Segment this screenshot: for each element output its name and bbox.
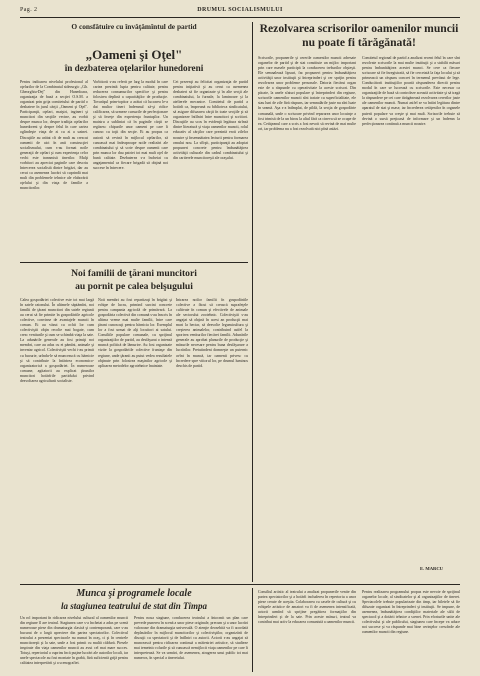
article-column: Scrisorile, propunerile şi cererile oamenilor muncii adresate organelor de partid şi de stat constituie un mijloc important prin care masele participă la conducerea treburilor obşteşti. Ele semnalează lipsuri, fac propuneri pentru îmbunătăţirea activităţii unor instituţii şi întreprinderi şi cer sprijin pentru rezolvarea unor probleme personale. Datoria fiecărui organ este de a răspunde cu operativitate la aceste scrisori. Din păcate, la unele sfaturi populare şi întreprinderi din regiune, scrisorile oamenilor muncii sînt tratate cu superficialitate, ele stau luni de zile fără răspuns, iar semnalările juste nu sînt luate în seamă. Aşa s-a întîmplat, de pildă, la secţia de gospodărie comunală, unde o scrisoare privind repararea unor locuinţe a fost trimisă de la un birou la altul fără ca cineva să se ocupe de ea. Cetăţeanul care a scris a fost nevoit să revină de mai multe ori, iar problema nu a fost rezolvată nici pînă astăzi. xyxy=(258,56,356,131)
article-subtitle: au pornit pe calea belşugului xyxy=(75,281,193,292)
article-kicker: O consfătuire cu învăţămîntul de partid xyxy=(71,22,197,31)
page-number: Pag. 2 xyxy=(20,7,38,13)
section-rule xyxy=(20,584,460,585)
article-column: Noii membri au fost repartizaţi în brigăzi şi echipe de lucru, primind sarcini concrete pentru campania agricolă de primăvară. La gospodăria colectivă din comună s-au înscris în ultima vreme mai multe familii, între care ţărani cunoscuţi pentru hărnicia lor. Exemplul lor a fost urmat de alţi locuitori ai satului. Consiliile populare comunale, cu sprijinul organizaţiilor de partid, au desfăşurat o intensă muncă politică de lămurire. Au fost organizate vizite la gospodăriile colective fruntaşe din regiune, unde ţăranii au putut vedea rezultatele obţinute prin folosirea maşinilor agricole şi aplicarea metodelor agrotehnice înaintate. xyxy=(98,298,172,368)
article-column: Pentru indicarea nivelului profesional al oţelarilor de la Combinatul siderurgic „Gh. Gheorghiu-Dej" din Hunedoara, organizaţia de bază a secţiei O.S.M. a organizat prin grija comitetului de partid o dezbatere în jurul cărţii „Oameni şi Oţel". Participanţii, oţelari, maiştri, ingineri şi muncitori din secţiile vecine, au vorbit despre munca lor, despre tradiţia oţelarilor hunedoreni şi despre felul în care cartea oglindeşte viaţa de zi cu zi a uzinei. Discuţiile au arătat cît de mult au crescut oamenii de aici în anii construcţiei socialismului, cum s-au format noile generaţii de oţelari şi cum experienţa celor vechi este transmisă tinerilor. Mulţi vorbitori au apreciat paginile care descriu întrecerea socialistă dintre brigăzi, dar au cerut ca asemenea lucrări să cuprindă mai mult din problemele tehnice ale elaborării oţelului şi din viaţa de familie a muncitorilor. xyxy=(20,80,88,190)
column-divider xyxy=(252,588,253,672)
article-column: Cei prezenţi au felicitat organizaţia de partid pentru iniţiativă şi au cerut ca asemenea dezbateri să fie organizate şi în alte secţii ale combinatului, la furnale, la laminoare şi la atelierele mecanice. Comitetul de partid a hotărît ca, împreună cu biblioteca sindicatului, să asigure difuzarea cărţii în toate secţiile şi să organizeze întîlniri între muncitori şi scriitori. Discuţiile au scos în evidenţă legătura strînsă dintre literatură şi viaţa oamenilor muncii, rolul educativ al cărţilor care prezintă eroii zilelor noastre şi însemnătatea lecturii pentru formarea omului nou. La sfîrşit, participanţii au adoptat propuneri concrete pentru îmbunătăţirea activităţii culturale din cadrul combinatului şi din cartierele muncitoreşti ale oraşului. xyxy=(173,80,248,160)
article-column: Consiliul artistic al teatrului a analizat propunerile venite din partea spectatorilor şi a hotărît includerea în repertoriu a unor piese cerute de aceştia. Colaborarea cu casele de cultură şi cu echipele artistice de amatori va fi de asemenea intensificată, actorii urmînd să sprijine pregătirea formaţiilor din întreprinderi şi de la sate. Prin aceste măsuri, teatrul va contribui mai activ la educarea comunistă a oamenilor muncii. xyxy=(258,590,356,625)
article-subtitle: nu poate fi tărăgănată! xyxy=(302,36,416,49)
article-title: Rezolvarea scrisorilor oamenilor muncii xyxy=(259,22,459,35)
article-subtitle: în dezbaterea oţelarilor hunedoreni xyxy=(64,63,204,73)
article-column: Intrarea noilor familii în gospodăriile colective a făcut să crească suprafeţele cultivate în comun şi efectivele de animale ale sectorului zootehnic. Colectiviştii s-au angajat să obţină în acest an producţii mai mari la hectar, să dezvolte legumicultura şi creşterea animalelor, contribuind astfel la sporirea veniturilor fiecărei familii. Adunările generale au aprobat planurile de producţie şi măsurile necesare pentru buna desfăşurare a lucrărilor. Pretutindeni domneşte un puternic avînt în muncă, iar oamenii privesc cu încredere spre viitorul lor, pe drumul luminos deschis de partid. xyxy=(176,298,248,368)
article-column: Pentru noua stagiune, conducerea teatrului a întocmit un plan care prevede punerea în scenă a unor piese originale, precum şi a unor lucrări valoroase din dramaturgia universală. O atenţie deosebită va fi acordată deplasărilor în mijlocul muncitorilor şi colectiviştilor, organizării de discuţii cu spectatorii şi de întîlniri cu autorii. Actorii s-au angajat să muncească pentru ridicarea continuă a măiestriei artistice, să studieze mai temeinic rolurile şi să cunoască nemijlocit viaţa oamenilor pe care îi interpretează. Se va urmări, de asemenea, atragerea unui public tot mai numeros, în special a tineretului. xyxy=(134,616,248,661)
article-subtitle: la stagiunea teatrului de stat din Tîmpa xyxy=(60,601,208,611)
article-column: Pentru realizarea programului propus este nevoie de sprijinul organelor locale, al sindicatelor şi al organizaţiilor de tineret. Spectacolele trebuie popularizate din timp, iar biletele să fie difuzate organizat în întreprinderi şi instituţii. Se impune, de asemenea, îmbunătăţirea condiţiilor materiale ale sălii de spectacol şi a dotării tehnice a scenei. Prin eforturile unite ale colectivului şi ale publicului, stagiunea care începe va aduce noi succese şi va răspunde mai bine cerinţelor crescînde ale oamenilor muncii din regiune. xyxy=(362,590,460,635)
masthead-rule xyxy=(20,17,460,18)
article-title: „Oameni şi Oţel" xyxy=(85,47,183,62)
article-column: Un rol important în ridicarea nivelului cultural al oamenilor muncii din regiune îl are teatrul. Stagiunea care s-a încheiat a adus pe scenă numeroase piese din dramaturgia clasică şi contemporană, care s-au bucurat de o largă apreciere din partea spectatorilor. Colectivul teatrului a prezentat spectacole nu numai în oraş, ci şi în centrele muncitoreşti şi la sate, unde a fost primit cu multă căldură. Piesele inspirate din viaţa oamenilor muncii au avut cel mai mare succes. Totuşi, repertoriul a cuprins încă puţine lucrări ale autorilor locali, iar unele spectacole au fost montate în grabă, fără suficientă grijă pentru calitatea interpretării şi a scenografiei. xyxy=(20,616,128,666)
article-column: Comitetul regional de partid a analizat recent felul în care sînt rezolvate scrisorile la mai multe instituţii şi a stabilit măsuri pentru îmbunătăţirea acestei munci. Se cere ca fiecare scrisoare să fie înregistrată, să fie cercetată la faţa locului şi să primească un răspuns concret în termenul prevăzut de lege. Conducătorii instituţiilor poartă răspunderea directă pentru modul în care se lucrează cu scrisorile. Este necesar ca organizaţiile de bază să controleze această activitate şi să tragă la răspundere pe cei care tărăgănează rezolvarea cererilor juste ale oamenilor muncii. Numai astfel se va întări legătura dintre aparatul de stat şi mase, iar încrederea cetăţenilor în organele puterii populare va creşte şi mai mult. Scrisorile trebuie să devină o sursă preţioasă de informare şi un îndemn la perfecţionarea continuă a muncii noastre. xyxy=(362,56,460,126)
masthead xyxy=(20,5,460,15)
article-column: Calea gospodăriei colective este tot mai largă în satele raionului. În ultimele săptămîni, noi familii de ţărani muncitori din satele regiunii au cerut să fie primite în gospodăriile agricole colective, convinse de avantajele muncii în comun. Ei au văzut cu ochii lor cum colectiviştii obţin recolte mai bogate, cum cresc veniturile şi cum se schimbă viaţa la sate. La adunările generale au fost primiţi noi membri, care au adus cu ei pămînt, animale şi inventar agricol. Colectiviştii vechi i-au primit cu bucurie, urîndu-le să muncească cu hărnicie şi să contribuie la întărirea economico-organizatorică a gospodăriei. În numeroase comune, agitatorii au explicat ţăranilor muncitori hotărîrile partidului privind dezvoltarea agriculturii socialiste. xyxy=(20,298,94,383)
article-title: Noi familii de ţărani muncitori xyxy=(71,268,197,279)
column-divider xyxy=(252,22,253,582)
article-title: Munca şi programele locale xyxy=(76,588,192,599)
article-author: E. MARCU xyxy=(420,566,443,571)
article-column: Vorbitorii s-au referit pe larg la modul în care cartea prezintă lupta pentru calitate, pentru reducerea consumurilor specifice şi pentru folosirea deplină a capacităţilor de producţie. Tovarăşul prim-topitor a arătat că lucrarea le-a dat multor tineri îndemnul să-şi ridice calificarea, să urmeze cursurile de perfecţionare şi să înveţe din experienţa fruntaşilor. Un maistru a subliniat că în paginile cărţii se regăsesc chipurile unor oameni pe care îi cunosc cu toţii din secţie. Ei au propus ca autorii să revină în mijlocul oţelarilor, să cunoască mai îndeaproape noile realizări ale combinatului şi să scrie despre oamenii care prin munca lor dau patriei tot mai mult oţel de bună calitate. Dezbaterea s-a încheiat cu angajamentul ca fiecare brigadă să obţină noi succese în întrecere. xyxy=(93,80,168,170)
publication-name: DRUMUL SOCIALISMULUI xyxy=(197,7,283,13)
article-separator xyxy=(20,262,248,263)
